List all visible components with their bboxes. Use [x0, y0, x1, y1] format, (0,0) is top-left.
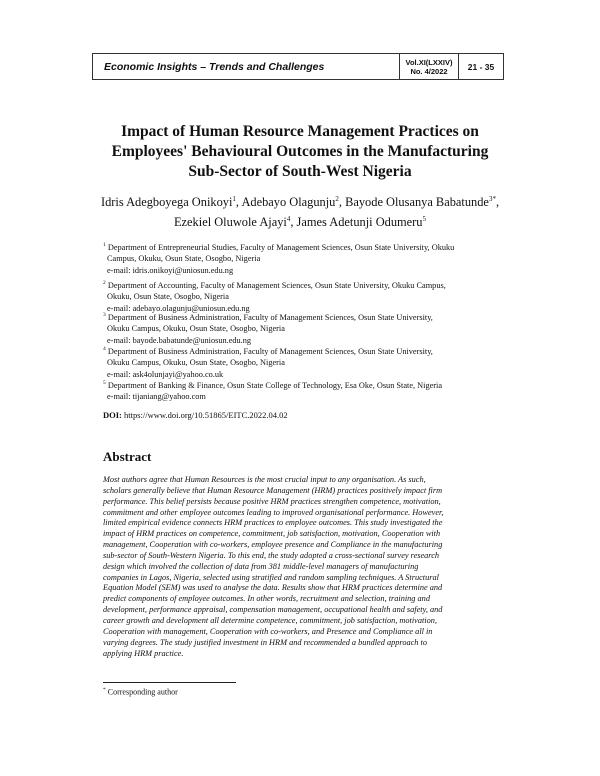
doi-link[interactable]: https://www.doi.org/10.51865/EITC.2022.04.02 [124, 410, 288, 420]
volume-label: Vol.XI(LXXIV) [405, 57, 453, 67]
affiliation-email: e-mail: adebayo.olagunju@uniosun.edu.ng [107, 303, 250, 313]
affiliation-4 [103, 344, 523, 381]
abstract-line: limited empirical evidence connects HRM practices to employee outcomes. This study investigated the [103, 518, 443, 528]
author-sup: 5 [422, 215, 426, 224]
volume-issue [399, 54, 458, 79]
author [345, 195, 499, 209]
affiliation-1 [103, 240, 523, 277]
author-separator: , [338, 195, 346, 210]
doi-label: DOI: [103, 410, 122, 420]
affiliation-line [103, 310, 523, 323]
abstract-line: commitment and other employee outcomes leading to improved organisational performance. However, [103, 507, 444, 517]
doi-line [103, 410, 288, 420]
footnote-divider [103, 682, 236, 683]
affiliation-number: 5 [103, 380, 106, 386]
author-name: Bayode Olusanya Babatunde [345, 195, 489, 210]
affiliation-line [103, 344, 523, 357]
abstract-line: Most authors agree that Human Resources is the most crucial input to any organisation. As such, [103, 475, 426, 484]
journal-name: Economic Insights – Trends and Challenges [104, 60, 325, 73]
abstract-line: performance. This belief persists because positive HRM practices strengthen competence, motivation, [103, 496, 441, 506]
affiliation-number: 3 [103, 312, 106, 318]
affiliation-line [103, 278, 523, 291]
author-sup: 1 [232, 195, 236, 203]
author-sup: 3* [488, 195, 496, 203]
affiliation-text: Department of Accounting, Faculty of Management Sciences, Osun State University, Okuku Campus, [107, 280, 446, 290]
affiliation-number: 2 [103, 280, 106, 286]
journal-header-box [92, 53, 504, 80]
abstract-line: Cooperation with management, Cooperation with co-workers, and Presence and Compliance all in [103, 626, 433, 636]
abstract-line: career growth and development all determine competence, commitment, job satisfaction, motivation, [103, 615, 437, 625]
affiliation-line: Okuku Campus, Okuku, Osun State, Osogbo, Nigeria [107, 358, 285, 368]
affiliation-line: Campus, Okuku, Osun State, Osogbo, Nigeria [107, 254, 261, 264]
affiliation-email: e-mail: bayode.babatunde@uniosun.edu.ng [107, 335, 252, 345]
author-separator: , [235, 195, 242, 210]
author [297, 215, 426, 229]
abstract-line: scholars generally believe that Human Resource Management (HRM) practices positively impact firm [103, 485, 443, 495]
author [174, 215, 297, 229]
affiliation-text: Department of Entrepreneurial Studies, Faculty of Management Sciences, Osun State University, Okuku [107, 242, 455, 252]
affiliation-text: Department of Business Administration, Faculty of Management Sciences, Osun State University, [107, 346, 433, 356]
author-name: James Adetunji Odumeru [296, 215, 423, 230]
footnote-text: Corresponding author [107, 687, 178, 697]
abstract-line: varying degrees. The study justified investment in HRM and recommended a bundled approach to [103, 637, 427, 647]
abstract-line: development, performance appraisal, compensation management, occupational health and safety, and [103, 605, 443, 615]
author-list [100, 191, 500, 231]
affiliation-text: Department of Business Administration, Faculty of Management Sciences, Osun State University, [107, 312, 433, 322]
abstract-line: design which involved the collection of data from 381 middle-level managers of manufacturing [103, 561, 419, 571]
author [241, 195, 345, 209]
affiliation-number: 4 [103, 346, 106, 352]
abstract-line: Equation Model (SEM) was used to analyse the data. Results show that HRM practices determine and [103, 583, 443, 593]
abstract-heading: Abstract [103, 449, 152, 464]
author-name: Ezekiel Oluwole Ajayi [173, 215, 287, 230]
abstract-line: applying HRM practice. [103, 648, 184, 658]
footnote [103, 687, 178, 697]
affiliation-email: e-mail: tijaniang@yahoo.com [107, 392, 206, 402]
abstract-line: predict components of employee outcomes. In other words, recruitment and selection, training and [103, 594, 430, 604]
author-separator: , [290, 215, 297, 230]
author-name: Idris Adegboyega Onikoyi [100, 195, 233, 210]
affiliation-line [103, 378, 523, 391]
affiliation-line [103, 240, 523, 253]
abstract-line: sub-sector of South-Western Nigeria. To this end, the study adopted a cross-sectional survey research [103, 550, 440, 560]
paper-title: Impact of Human Resource Management Practices on Employees' Behavioural Outcomes in the Manufacturing Sub-Sector of South-West Nigeria [111, 123, 489, 180]
abstract-body [103, 475, 496, 659]
affiliation-5 [103, 378, 523, 403]
footnote-mark: * [103, 687, 106, 693]
author-name: Adebayo Olagunju [241, 195, 336, 210]
page-range: 21 - 35 [458, 54, 503, 79]
affiliation-number: 1 [103, 242, 106, 248]
affiliation-text: Department of Banking & Finance, Osun State College of Technology, Esa Oke, Osun State, Nigeria [107, 380, 443, 390]
abstract-line: management, Cooperation with co-workers, employee presence and Compliance in the manufacturing [103, 540, 443, 550]
author-sup: 4 [286, 215, 291, 224]
affiliation-line: Okuku Campus, Okuku, Osun State, Osogbo, Nigeria [107, 324, 285, 334]
affiliation-email: e-mail: idris.onikoyi@uniosun.edu.ng [107, 265, 234, 275]
affiliation-line: Okuku, Osun State, Osogbo, Nigeria [107, 292, 229, 302]
affiliation-3 [103, 310, 523, 347]
author-separator: , [495, 195, 500, 210]
affiliation-email: e-mail: ask4olunjayi@yahoo.co.uk [107, 369, 224, 379]
author-sup: 2 [335, 195, 339, 203]
abstract-line: impact of HRM practices on competence, commitment, job satisfaction, motivation, Cooperation with [103, 529, 441, 539]
abstract-line: companies in Lagos, Nigeria, selected using stratified and random sampling techniques. A Structural [103, 572, 439, 582]
issue-label: No. 4/2022 [410, 66, 448, 76]
author [101, 195, 241, 209]
